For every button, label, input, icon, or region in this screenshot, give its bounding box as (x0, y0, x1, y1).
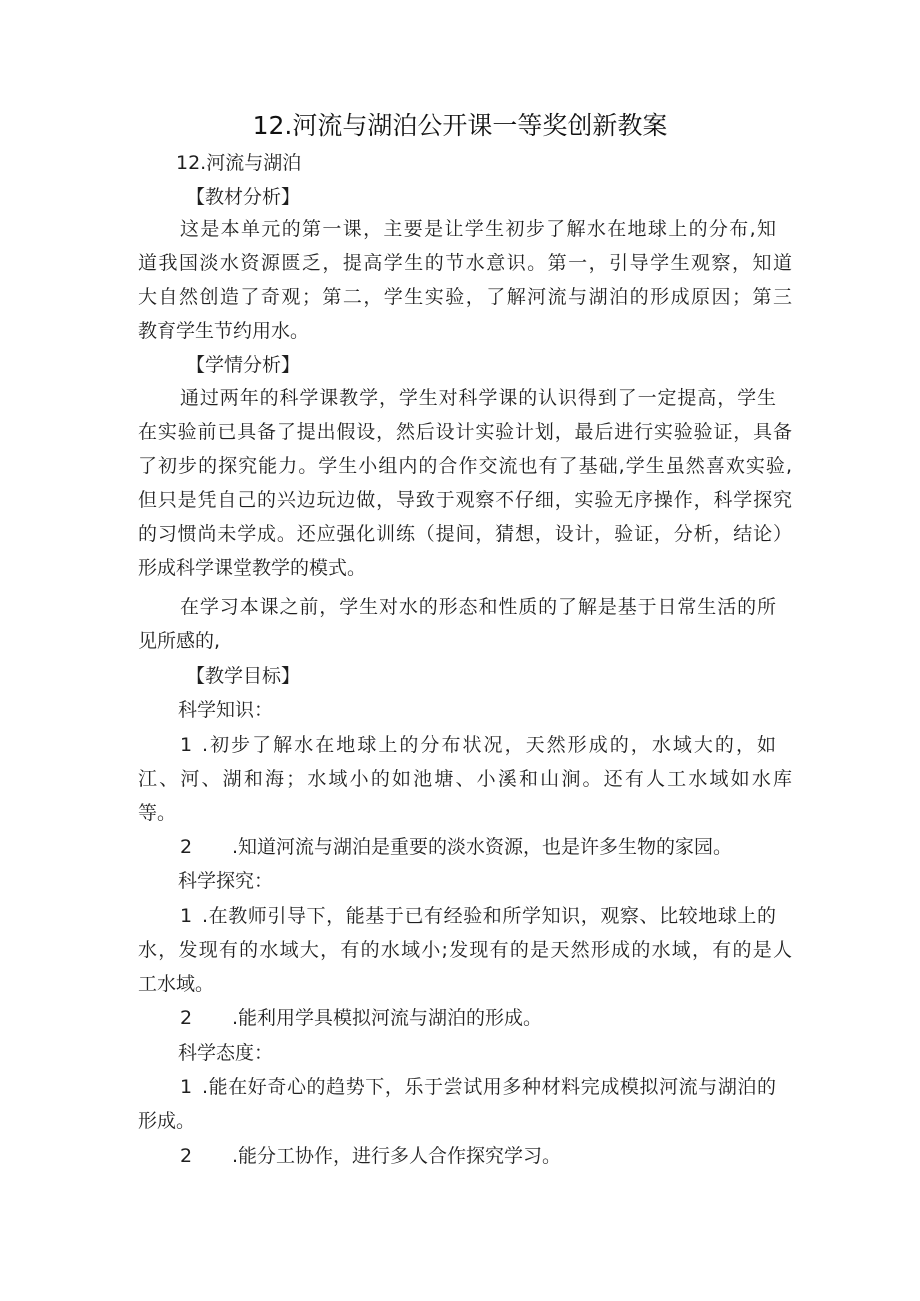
list-item-text: .能在好奇心的趋势下，乐于尝试用多种材料完成模拟河流与湖泊的 (202, 1076, 776, 1098)
document-title: 12.河流与湖泊公开课一等奖创新教案 (252, 111, 668, 140)
list-item-text: .初步了解水在地球上的分布状况，天然形成的，水域大的，如 (202, 734, 776, 756)
paragraph-line: 形成科学课堂教学的模式。 (138, 557, 367, 579)
list-item-text: .知道河流与湖泊是重要的淡水资源，也是许多生物的家园。 (232, 836, 733, 858)
document-subtitle: 12.河流与湖泊 (176, 152, 302, 174)
section-heading-student-analysis: 【学情分析】 (186, 354, 301, 376)
list-number: 2 (180, 836, 193, 858)
goal-label-attitude: 科学态度： (178, 1042, 274, 1064)
paragraph-line: 通过两年的科学课教学，学生对科学课的认识得到了一定提高，学生 (180, 387, 776, 409)
paragraph-line: 大自然创造了奇观；第二，学生实验，了解河流与湖泊的形成原因；第三 (138, 286, 792, 308)
list-item-text: 工水域。 (138, 973, 215, 995)
goal-label-inquiry: 科学探究： (178, 870, 274, 892)
list-item-text: 等。 (138, 802, 177, 824)
list-number: 1 (180, 734, 193, 756)
section-heading-teaching-goals: 【教学目标】 (186, 665, 301, 687)
list-item-text: 形成。 (138, 1110, 196, 1132)
paragraph-line: 道我国淡水资源匮乏，提高学生的节水意识。第一，引导学生观察，知道 (138, 252, 792, 274)
list-number: 1 (180, 905, 193, 927)
paragraph-line: 见所感的, (138, 630, 221, 652)
list-item-text: .在教师引导下，能基于已有经验和所学知识，观察、比较地球上的 (202, 905, 776, 927)
paragraph-line: 的习惯尚未学成。还应强化训练（提间，猜想，设计，验证，分析，结论） (138, 523, 792, 545)
list-number: 2 (180, 1145, 193, 1167)
list-item-text: .能分工协作，进行多人合作探究学习。 (232, 1145, 562, 1167)
paragraph-line: 了初步的探究能力。学生小组内的合作交流也有了基础,学生虽然喜欢实验, (138, 455, 792, 477)
list-item-text: 江、河、湖和海；水域小的如池塘、小溪和山涧。还有人工水域如水库 (138, 768, 792, 790)
paragraph-line: 在实验前已具备了提出假设，然后设计实验计划，最后进行实验验证，具备 (138, 421, 792, 443)
list-item-text: .能利用学具模拟河流与湖泊的形成。 (232, 1007, 543, 1029)
list-number: 1 (180, 1076, 193, 1098)
goal-label-knowledge: 科学知识： (178, 699, 274, 721)
paragraph-line: 在学习本课之前，学生对水的形态和性质的了解是基于日常生活的所 (180, 596, 776, 618)
paragraph-line: 但只是凭自己的兴边玩边做，导致于观察不仔细，实验无序操作，科学探究 (138, 489, 792, 511)
list-item-text: 水，发现有的水域大，有的水域小;发现有的是天然形成的水域，有的是人 (138, 939, 792, 961)
list-number: 2 (180, 1007, 193, 1029)
section-heading-textbook-analysis: 【教材分析】 (186, 186, 301, 208)
paragraph-line: 这是本单元的第一课，主要是让学生初步了解水在地球上的分布,知 (180, 218, 776, 240)
paragraph-line: 教育学生节约用水。 (138, 320, 310, 342)
